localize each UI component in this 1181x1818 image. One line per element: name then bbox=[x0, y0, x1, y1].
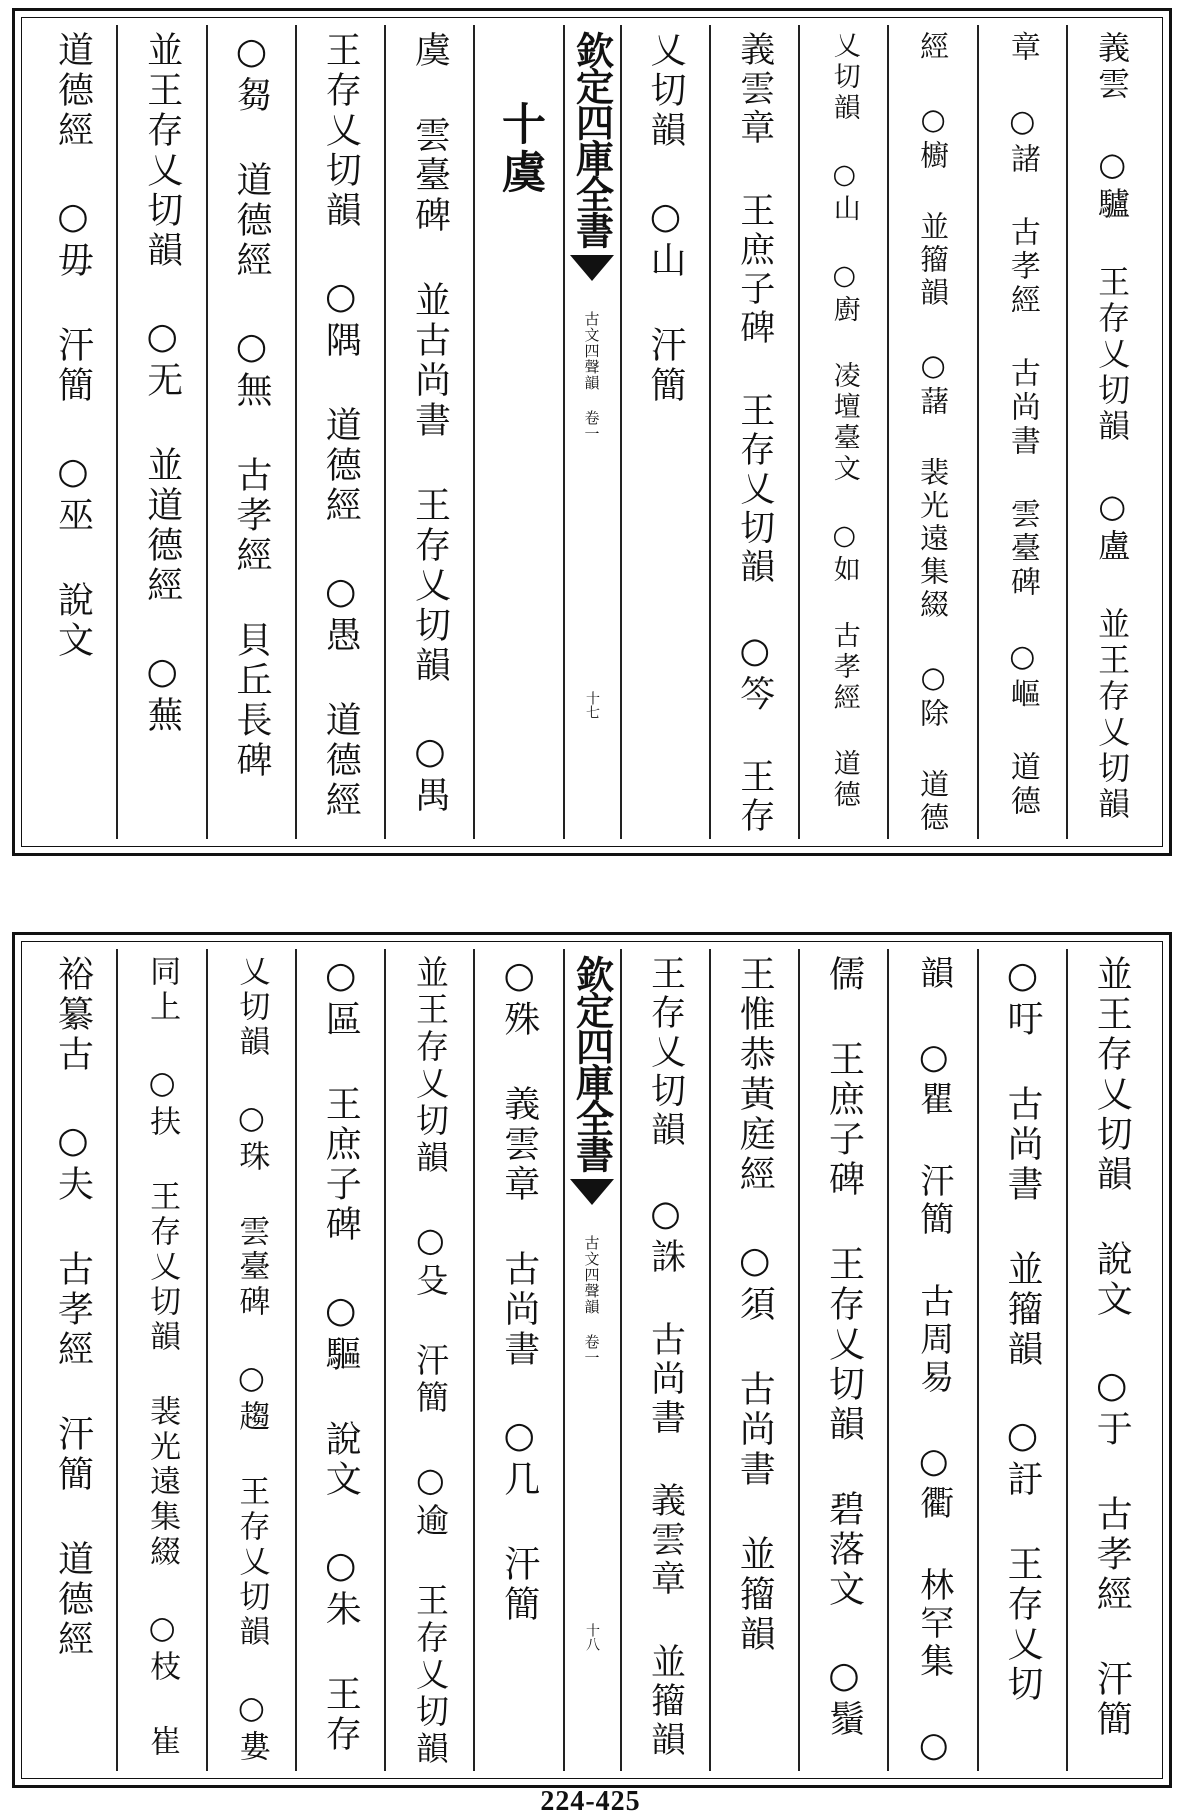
text-column: 並王存乂切韻 ○殳 汗簡 ○逾 王存乂切韻 bbox=[384, 949, 473, 1771]
text-column: 裕纂古 ○夫 古孝經 汗簡 道德經 bbox=[52, 955, 94, 1660]
book-margin-heart bbox=[563, 25, 620, 839]
text-column: ○吁 古尚書 並籀韻 ○訏 王存乂切 bbox=[977, 949, 1066, 1771]
text-column: 同上 ○扶 王存乂切韻 裴光遠集綴 ○枝 崔 bbox=[116, 949, 205, 1771]
lower-page-columns bbox=[29, 949, 1155, 1771]
text-column: 義雲章 王庶子碑 王存乂切韻 ○笒 王存 bbox=[709, 25, 798, 839]
page-number: 224-425 bbox=[540, 1786, 641, 1817]
text-column: ○區 王庶子碑 ○驅 說文 ○朱 王存 bbox=[295, 949, 384, 1771]
text-column: 乂切韻 ○山 汗簡 bbox=[620, 25, 709, 839]
text-column: ○殊 義雲章 古尚書 ○几 汗簡 bbox=[473, 949, 562, 1771]
lower-page bbox=[12, 932, 1172, 1788]
text-column: 並王存乂切韻 ○无 並道德經 ○蕪 bbox=[116, 25, 205, 839]
text-column: 經 ○櫥 並籀韻 ○藷 裴光遠集綴 ○除 道德 bbox=[887, 25, 976, 839]
book-subtitle: 古文四聲韻 卷一 bbox=[582, 1235, 601, 1366]
text-column: 道德經 ○毋 汗簡 ○巫 說文 bbox=[52, 31, 94, 661]
text-column: 虞 雲臺碑 並古尚書 王存乂切韻 ○禺 bbox=[384, 25, 473, 839]
book-title: 欽定四庫全書 bbox=[569, 955, 615, 1171]
text-column: 乂切韻 ○山 ○廚 凌壇臺文 ○如 古孝經 道德 bbox=[798, 25, 887, 839]
rhyme-heading-column bbox=[473, 25, 562, 839]
text-column: 王存乂切韻 ○隅 道德經 ○愚 道德經 bbox=[295, 25, 384, 839]
text-column: 章 ○諸 古孝經 古尚書 雲臺碑 ○嶇 道德 bbox=[977, 25, 1066, 839]
rhyme-heading: 十虞 bbox=[493, 101, 545, 197]
book-subtitle: 古文四聲韻 卷一 bbox=[582, 311, 601, 442]
text-column: 乂切韻 ○珠 雲臺碑 ○趨 王存乂切韻 ○婁 bbox=[206, 949, 295, 1771]
text-column: 韻 ○瞿 汗簡 古周易 ○衢 林罕集 ○ bbox=[887, 949, 976, 1771]
text-column: 並王存乂切韻 說文 ○于 古孝經 汗簡 bbox=[1066, 949, 1155, 1771]
fishtail-mark bbox=[570, 255, 614, 281]
text-column: 王存乂切韻 ○誅 古尚書 義雲章 並籀韻 bbox=[620, 949, 709, 1771]
folio-number: 十七 bbox=[584, 691, 600, 719]
book-margin-heart bbox=[563, 949, 620, 1771]
text-column: 儒 王庶子碑 王存乂切韻 碧落文 ○鬚 bbox=[798, 949, 887, 1771]
fishtail-mark bbox=[570, 1179, 614, 1205]
folio-number: 十八 bbox=[584, 1623, 600, 1651]
book-title: 欽定四庫全書 bbox=[569, 31, 615, 247]
upper-page-columns bbox=[29, 25, 1155, 839]
text-column: 義雲 ○驢 王存乂切韻 ○盧 並王存乂切韻 bbox=[1066, 25, 1155, 839]
text-column: ○芻 道德經 ○無 古孝經 貝丘長碑 bbox=[206, 25, 295, 839]
text-column: 王惟恭黃庭經 ○須 古尚書 並籀韻 bbox=[709, 949, 798, 1771]
upper-page bbox=[12, 8, 1172, 856]
